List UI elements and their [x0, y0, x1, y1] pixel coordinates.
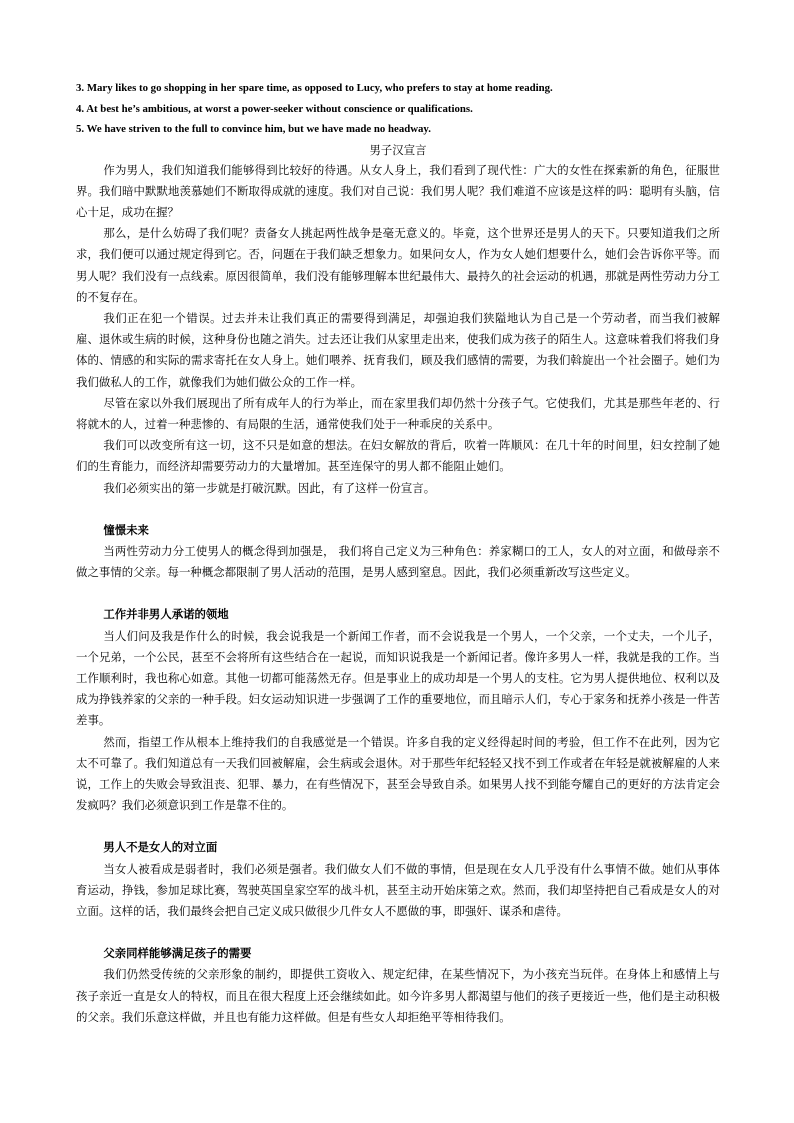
intro-paragraph-4: 尽管在家以外我们展现出了所有成年人的行为举止，而在家里我们却仍然十分孩子气。它使我们，尤其是那些年老的、行将就木的人，过着一种悲惨的、有局限的生活，通常使我们处于一种乖戾的关系中。: [76, 395, 720, 431]
intro-paragraph-3: 我们正在犯一个错误。过去并未让我们真正的需要得到满足，却强迫我们狭隘地认为自己是一个劳动者，而当我们被解雇、退休或生病的时候，这种身份也随之消失。过去还让我们从家里走出来，使我们成为孩子的陌生人。这意味着我们将我们身体的、情感的和实际的需求寄托在女人身上。她们喂养、抚育我们，顾及我们感情的需要，为我们斡旋出一个社会圈子。她们为我们做私人的工作，就像我们为她们做公众的工作一样。: [76, 310, 720, 389]
section-opposite-paragraph-1: 当女人被看成是弱者时，我们必须是强者。我们做女人们不做的事情，但是现在女人几乎没有什么事情不做。她们从事体育运动，挣钱，参加足球比赛，驾驶英国皇家空军的战斗机，甚至主动开始床第之欢。然而，我们却坚持把自己看成是女人的对立面。这样的话，我们最终会把自己定义成只做很少几件女人不愿做的事，即强奸、谋杀和虐待。: [76, 861, 720, 918]
sentence-5: 5. We have striven to the full to convince him, but we have made no headway.: [76, 123, 431, 135]
section-heading-future: 憧憬未来: [103, 522, 149, 537]
sentence-4: 4. At best he’s ambitious, at worst a power-seeker without conscience or qualifications.: [76, 102, 473, 115]
section-work-paragraph-2: 然而，指望工作从根本上维持我们的自我感觉是一个错误。许多自我的定义经得起时间的考验，但工作不在此列，因为它太不可靠了。我们知道总有一天我们回被解雇，会生病或会退休。对于那些年纪轻轻又找不到工作或者在年轻是就被解雇的人来说，工作上的失败会导致沮丧、犯罪、暴力，在有些情况下，甚至会导致自杀。如果男人找不到能夸耀自己的更好的方法肯定会发疯吗？我们必须意识到工作是靠不住的。: [76, 734, 720, 813]
section-fathers-paragraph-1: 我们仍然受传统的父亲形象的制约，即提供工资收入、规定纪律，在某些情况下，为小孩充当玩伴。在身体上和感情上与孩子亲近一直是女人的特权，而且在很大程度上还会继续如此。如今许多男人都渴望与他们的孩子更接近一些，他们是主动积极的父亲。我们乐意这样做，并且也有能力这样做。但是有些女人却拒绝平等相待我们。: [76, 967, 720, 1024]
translation-sentences: [76, 78, 720, 140]
intro-paragraph-1: 作为男人，我们知道我们能够得到比较好的待遇。从女人身上，我们看到了现代性：广大的女性在探索新的角色，征服世界。我们暗中默默地羡慕她们不断取得成就的速度。我们对自己说：我们男人呢？我们难道不应该是这样的吗：聪明有头脑，信心十足，成功在握？: [76, 162, 720, 219]
document-title: 男子汉宣言: [369, 142, 427, 157]
document-page: [76, 78, 720, 1028]
intro-paragraph-2: 那么，是什么妨碍了我们呢？责备女人挑起两性战争是毫无意义的。毕竟，这个世界还是男人的天下。只要知道我们之所求，我们便可以通过规定得到它。否，问题在于我们缺乏想象力。如果问女人，作为女人她们想要什么，她们会告诉你平等。而男人呢？我们没有一点线索。原因很简单，我们没有能够理解本世纪最伟大、最持久的社会运动的机遇，那就是两性劳动力分工的不复存在。: [76, 226, 720, 304]
sentence-3: 3. Mary likes to go shopping in her spare time, as opposed to Lucy, who prefers to stay at home reading.: [76, 82, 553, 94]
section-heading-fathers: 父亲同样能够满足孩子的需要: [103, 946, 252, 961]
section-heading-opposite: 男人不是女人的对立面: [103, 840, 218, 855]
intro-paragraph-6: 我们必须实出的第一步就是打破沉默。因此，有了这样一份宣言。: [103, 480, 436, 495]
section-heading-work: 工作并非男人承诺的领地: [103, 607, 229, 622]
section-future-paragraph-1: 当两性劳动力分工使男人的概念得到加强是， 我们将自己定义为三种角色：养家糊口的工人，女人的对立面，和做母亲不做之事情的父亲。每一种概念都限制了男人活动的范围，是男人感到窒息。因此，我们必须重新改写这些定义。: [76, 543, 720, 580]
section-work-paragraph-1: 当人们问及我是作什么的时候，我会说我是一个新闻工作者，而不会说我是一个男人，一个父亲，一个丈夫，一个儿子，一个兄弟，一个公民，甚至不会将所有这些结合在一起说，而知识说我是一个新闻记者。像许多男人一样，我就是我的工作。当工作顺利时，我也称心如意。其他一切都可能荡然无存。但是事业上的成功却是一个男人的支柱。它为男人提供地位、权利以及成为挣钱养家的父亲的一种手段。妇女运动知识进一步强调了工作的重要地位，而且暗示人们，专心于家务和抚养小孩是一件苦差事。: [76, 628, 720, 728]
intro-paragraph-5: 我们可以改变所有这一切，这不只是如意的想法。在妇女解放的背后，吹着一阵顺风：在几十年的时间里，妇女控制了她们的生育能力，而经济却需要劳动力的大量增加。甚至连保守的男人都不能阻止她们。: [76, 438, 720, 474]
